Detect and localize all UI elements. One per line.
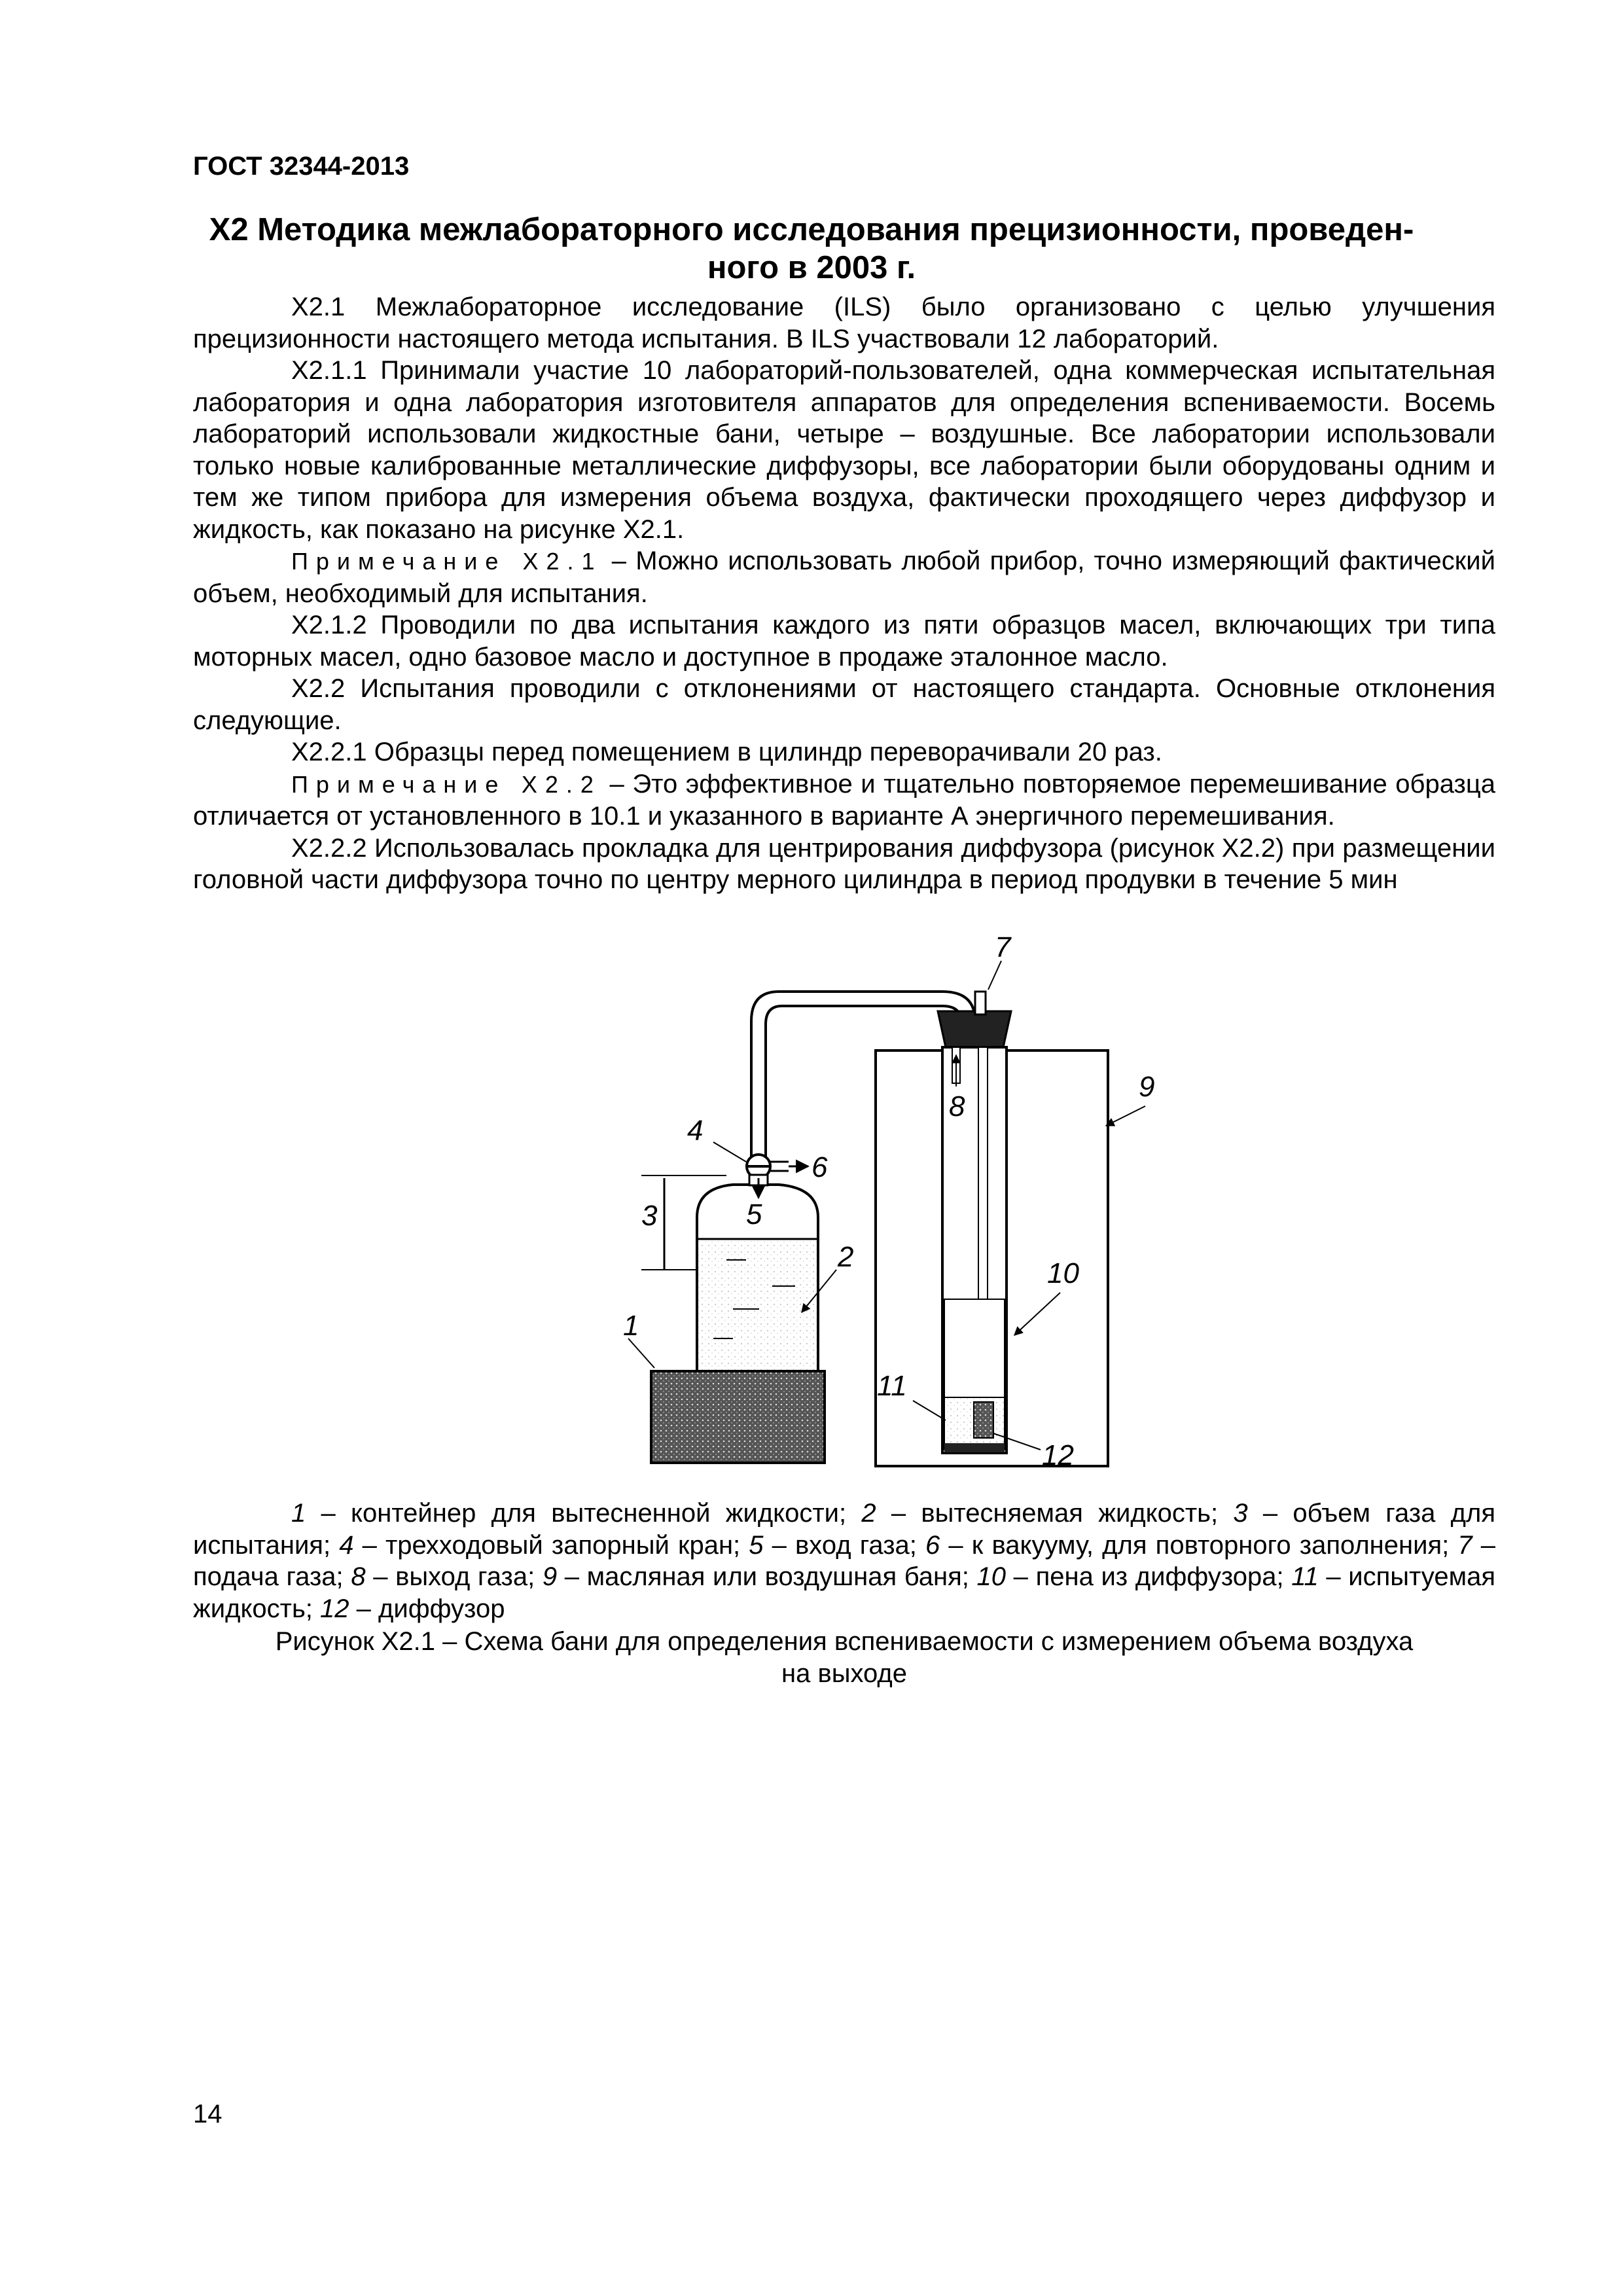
- figure-caption-line-2: на выходе: [781, 1659, 907, 1688]
- foaming-bath-diagram: [623, 929, 1191, 1505]
- body-text: [193, 291, 1495, 896]
- label-12: 12: [1042, 1439, 1074, 1471]
- note-text: – Это эффективное и тщательно повторяемое перемешивание образца отличается от установленного в 10.1 и указанного в варианте А энергичного перемешивания.: [193, 769, 1495, 831]
- legend-text: – испытуемая жидкость;: [193, 1562, 1496, 1623]
- gas-feed-tube: [975, 992, 986, 1014]
- document-header: ГОСТ 32344-2013: [193, 152, 410, 181]
- label-10: 10: [1047, 1257, 1079, 1289]
- note-text: – Можно использовать любой прибор, точно измеряющий фактический объем, необходимый для испытания.: [193, 547, 1495, 608]
- figure-caption: [193, 1626, 1495, 1689]
- legend-text: – контейнер для вытесненной жидкости;: [306, 1499, 862, 1528]
- figure-caption-line-1: Рисунок X2.1 – Схема бани для определения вспениваемости с измерением объема воздуха: [275, 1627, 1414, 1656]
- diffuser: [974, 1402, 993, 1438]
- displacement-container: [651, 1371, 825, 1463]
- note-x2-1: [193, 545, 1495, 609]
- legend-num: 2: [861, 1499, 876, 1528]
- label-11: 11: [877, 1370, 907, 1402]
- label-8: 8: [949, 1090, 965, 1122]
- legend-text: – диффузор: [349, 1594, 505, 1623]
- legend-num: 6: [925, 1530, 940, 1560]
- paragraph-x2-2-1: X2.2.1 Образцы перед помещением в цилиндр переворачивали 20 раз.: [291, 738, 1162, 766]
- foam: [944, 1299, 1005, 1397]
- section-title-line-2: ного в 2003 г.: [707, 250, 916, 285]
- legend-text: – выход газа;: [365, 1562, 543, 1591]
- label-4: 4: [687, 1115, 704, 1147]
- leader-1: [628, 1338, 654, 1368]
- label-5: 5: [746, 1198, 762, 1230]
- legend-num: 8: [351, 1562, 366, 1591]
- label-1: 1: [623, 1310, 639, 1342]
- legend-text: – подача газа;: [193, 1530, 1495, 1591]
- note-label: Примечание X2.2: [291, 770, 601, 798]
- note-label: Примечание X2.1: [291, 548, 603, 575]
- legend-text: – трехходовый запорный кран;: [353, 1530, 749, 1560]
- legend-num: 11: [1291, 1562, 1319, 1591]
- paragraph-x2-1-2: X2.1.2 Проводили по два испытания каждого из пяти образцов масел, включающих три типа моторных масел, одно базовое масло и доступное в продаже эталонное масло.: [193, 611, 1495, 672]
- section-title-line-1: X2 Методика межлабораторного исследования прецизионности, проведен-: [209, 212, 1414, 247]
- leader-4: [713, 1142, 746, 1162]
- legend-num: 9: [542, 1562, 558, 1591]
- page-number: 14: [193, 2100, 223, 2128]
- displaced-liquid: [698, 1240, 817, 1370]
- test-liquid-shade: [944, 1443, 1005, 1452]
- paragraph-x2-2: X2.2 Испытания проводили с отклонениями от настоящего стандарта. Основные отклонения следующие.: [193, 674, 1495, 735]
- diffuser-rod: [978, 1047, 988, 1335]
- legend-num: 10: [976, 1562, 1007, 1591]
- legend-num: 12: [320, 1594, 349, 1623]
- leader-9: [1106, 1106, 1145, 1126]
- section-title: [196, 211, 1427, 287]
- label-9: 9: [1139, 1071, 1155, 1103]
- legend-text: – вытесняемая жидкость;: [876, 1499, 1234, 1528]
- paragraph-x2-1-1: X2.1.1 Принимали участие 10 лабораторий-пользователей, одна коммерческая испытательная лаборатория и одна лаборатория изготовителя аппаратов для определения вспениваемости. Восемь лабораторий использовали жидкостные бани, четыре – воздушные. Все лаборатории использовали только новые калиброванные металлические диффузоры, все лаборатории были оборудованы одним и тем же типом прибора для измерения объема воздуха, фактически проходящего через диффузор и жидкость, как показано на рисунке X2.1.: [193, 356, 1495, 544]
- legend-num: 1: [291, 1499, 306, 1528]
- label-3: 3: [641, 1200, 658, 1232]
- legend-num: 5: [749, 1530, 764, 1560]
- note-x2-2: [193, 768, 1495, 833]
- legend-text: – к вакууму, для повторного заполнения;: [940, 1530, 1458, 1560]
- label-2: 2: [838, 1241, 854, 1273]
- legend-text: – пена из диффузора;: [1006, 1562, 1292, 1591]
- leader-7: [988, 961, 1001, 990]
- label-6: 6: [812, 1151, 828, 1183]
- legend-num: 7: [1457, 1530, 1472, 1560]
- stopper: [938, 1011, 1011, 1047]
- legend-text: – вход газа;: [763, 1530, 926, 1560]
- legend-text: – объем газа для испытания;: [193, 1499, 1495, 1560]
- paragraph-x2-2-2: X2.2.2 Использовалась прокладка для центрирования диффузора (рисунок X2.2) при размещении головной части диффузора точно по центру мерного цилиндра в период продувки в течение 5 мин: [193, 833, 1495, 894]
- paragraph-x2-1: X2.1 Межлабораторное исследование (ILS) было организовано с целью улучшения прецизионности настоящего метода испытания. В ILS участвовали 12 лабораторий.: [193, 293, 1495, 353]
- legend-num: 4: [339, 1530, 354, 1560]
- legend-num: 3: [1233, 1499, 1248, 1528]
- label-7: 7: [995, 931, 1011, 963]
- legend-text: – масляная или воздушная баня;: [557, 1562, 977, 1591]
- figure-legend: [193, 1498, 1495, 1624]
